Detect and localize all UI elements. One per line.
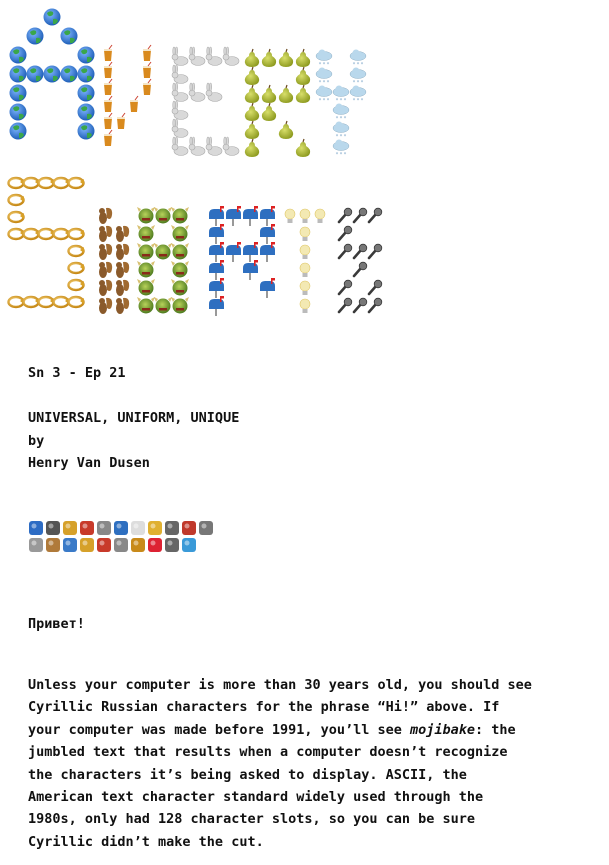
body-line: jumbled text that results when a computer doesn’t recognize bbox=[28, 744, 508, 761]
light-bulb-icon bbox=[300, 263, 310, 277]
svg-text:*: * bbox=[343, 116, 347, 122]
globe-icon bbox=[78, 47, 95, 64]
microphone-icon bbox=[354, 262, 367, 276]
chipmunk-icon bbox=[99, 244, 112, 260]
horn-icon bbox=[69, 280, 85, 290]
ogre-icon bbox=[154, 297, 172, 314]
flag-icon bbox=[148, 538, 162, 552]
mailbox-icon bbox=[260, 206, 275, 226]
svg-text:*: * bbox=[360, 80, 364, 86]
svg-text:*: * bbox=[339, 134, 343, 140]
svg-text:*: * bbox=[318, 80, 322, 86]
snow-cloud-icon bbox=[333, 86, 349, 105]
rabbit-icon bbox=[223, 137, 239, 156]
svg-text:*: * bbox=[318, 98, 322, 104]
ogre-icon bbox=[171, 225, 189, 242]
author-name: Henry Van Dusen bbox=[28, 455, 150, 471]
body-line: 1980s, only had 128 character slots, so you can be sure bbox=[28, 811, 476, 828]
horn-icon bbox=[9, 297, 25, 307]
horn-icon bbox=[9, 178, 25, 188]
ogre-icon bbox=[171, 261, 189, 278]
trolley-icon bbox=[97, 521, 111, 535]
drink-icon bbox=[104, 45, 112, 61]
svg-text:*: * bbox=[343, 98, 347, 104]
globe-icon bbox=[10, 85, 27, 102]
light-bulb-icon bbox=[300, 299, 310, 313]
horn-icon bbox=[24, 229, 40, 239]
rabbit-icon bbox=[189, 83, 205, 102]
body-line: Cyrillic didn’t make the cut. bbox=[28, 833, 264, 850]
globe-icon bbox=[44, 9, 61, 26]
svg-text:*: * bbox=[360, 62, 364, 68]
globe-icon bbox=[78, 85, 95, 102]
pear-icon bbox=[279, 85, 293, 103]
mailbox-icon bbox=[209, 206, 224, 226]
ogre-icon bbox=[137, 243, 155, 260]
light-bulb-icon bbox=[300, 281, 310, 295]
snow-cloud-icon bbox=[350, 68, 366, 87]
svg-text:*: * bbox=[339, 116, 343, 122]
svg-text:*: * bbox=[360, 98, 364, 104]
horn-icon bbox=[69, 229, 85, 239]
horn-icon bbox=[9, 212, 25, 222]
rabbit-icon bbox=[223, 47, 239, 66]
svg-text:*: * bbox=[326, 80, 330, 86]
light-bulb-icon bbox=[300, 227, 310, 241]
stopwatch-icon bbox=[199, 521, 213, 535]
pen-icon bbox=[29, 521, 43, 535]
chipmunk-icon bbox=[116, 298, 129, 314]
drink-icon bbox=[143, 79, 151, 95]
microphone-icon bbox=[354, 298, 367, 312]
horn-icon bbox=[69, 178, 85, 188]
car-icon bbox=[97, 538, 111, 552]
rabbit-icon bbox=[172, 137, 188, 156]
body-line: the characters it’s being asked to display. ASCII, the bbox=[28, 766, 467, 783]
clock-icon bbox=[165, 538, 179, 552]
drink-icon bbox=[104, 96, 112, 112]
body-line: Cyrillic Russian characters for the phrase “Hi!” above. If bbox=[28, 699, 500, 716]
globe-icon bbox=[10, 47, 27, 64]
chipmunk-icon bbox=[99, 262, 112, 278]
rabbit-icon bbox=[206, 83, 222, 102]
ogre-icon bbox=[171, 279, 189, 296]
drink-icon bbox=[117, 113, 125, 129]
snow-cloud-icon bbox=[350, 86, 366, 105]
mailbox-icon bbox=[243, 260, 258, 280]
rabbit-icon bbox=[206, 47, 222, 66]
ogre-icon bbox=[137, 261, 155, 278]
pear-icon bbox=[245, 67, 259, 85]
pear-icon bbox=[262, 85, 276, 103]
mailbox-icon bbox=[226, 242, 241, 262]
svg-text:*: * bbox=[326, 98, 330, 104]
globe-icon bbox=[44, 66, 61, 83]
drink-icon bbox=[104, 62, 112, 78]
gear-icon bbox=[114, 538, 128, 552]
pear-icon bbox=[245, 121, 259, 139]
mailbox-icon bbox=[260, 224, 275, 244]
microphone-icon bbox=[369, 298, 382, 312]
snow-cloud-icon bbox=[316, 68, 332, 87]
microphone-icon bbox=[354, 244, 367, 258]
microphone-icon bbox=[46, 521, 60, 535]
episode-label: Sn 3 - Ep 21 bbox=[28, 365, 126, 381]
horn-icon bbox=[69, 246, 85, 256]
light-bulb-icon bbox=[300, 209, 310, 223]
body-line-text: your computer was made before 1991, you’ll see bbox=[28, 721, 411, 738]
horn-icon bbox=[39, 229, 55, 239]
drink-icon bbox=[130, 96, 138, 112]
horn-icon bbox=[54, 178, 70, 188]
svg-text:*: * bbox=[352, 80, 356, 86]
light-bulb-icon bbox=[285, 209, 295, 223]
snow-cloud-icon bbox=[350, 50, 366, 69]
svg-text:*: * bbox=[356, 98, 360, 104]
svg-text:*: * bbox=[335, 116, 339, 122]
svg-text:*: * bbox=[335, 98, 339, 104]
mailbox-icon bbox=[209, 224, 224, 244]
article-header bbox=[28, 407, 598, 475]
svg-text:*: * bbox=[352, 98, 356, 104]
globe-icon bbox=[10, 104, 27, 121]
mailbox-icon bbox=[209, 242, 224, 262]
book-icon bbox=[80, 521, 94, 535]
rabbit-icon bbox=[189, 137, 205, 156]
chipmunk-icon bbox=[99, 280, 112, 296]
body-line bbox=[28, 719, 598, 741]
rabbit-icon bbox=[206, 137, 222, 156]
globe-icon bbox=[78, 123, 95, 140]
horn-icon bbox=[69, 263, 85, 273]
chipmunk-icon bbox=[99, 298, 112, 314]
mailbox-icon bbox=[226, 206, 241, 226]
horn-icon bbox=[24, 297, 40, 307]
emoji-strip bbox=[28, 518, 228, 556]
mailbox-icon bbox=[243, 242, 258, 262]
rabbit-icon bbox=[172, 83, 188, 102]
emoji-logo bbox=[0, 0, 609, 330]
ogre-icon bbox=[154, 207, 172, 224]
body-line-text: : the bbox=[475, 721, 516, 738]
ogre-icon bbox=[137, 225, 155, 242]
box-icon bbox=[46, 538, 60, 552]
pear-icon bbox=[262, 103, 276, 121]
pear-icon bbox=[245, 139, 259, 157]
mailbox-icon bbox=[209, 296, 224, 316]
ogre-icon bbox=[171, 243, 189, 260]
snow-cloud-icon bbox=[333, 104, 349, 123]
article-title: UNIVERSAL, UNIFORM, UNIQUE bbox=[28, 410, 240, 426]
emoji-logo-banner bbox=[0, 0, 609, 330]
clock-icon bbox=[165, 521, 179, 535]
heart-icon bbox=[131, 521, 145, 535]
map-icon bbox=[182, 538, 196, 552]
svg-text:*: * bbox=[326, 62, 330, 68]
chipmunk-icon bbox=[116, 226, 129, 242]
ogre-icon bbox=[137, 297, 155, 314]
horn-icon bbox=[39, 178, 55, 188]
horn-icon bbox=[39, 297, 55, 307]
microphone-icon bbox=[339, 280, 352, 294]
svg-text:*: * bbox=[335, 134, 339, 140]
mailbox-icon bbox=[260, 278, 275, 298]
rabbit-icon bbox=[172, 47, 188, 66]
crown-icon bbox=[148, 521, 162, 535]
mailbox-icon bbox=[209, 278, 224, 298]
svg-text:*: * bbox=[335, 152, 339, 158]
microphone-icon bbox=[339, 298, 352, 312]
svg-text:*: * bbox=[339, 152, 343, 158]
rabbit-icon bbox=[172, 101, 188, 120]
drink-icon bbox=[104, 113, 112, 129]
light-bulb-icon bbox=[300, 245, 310, 259]
rabbit-icon bbox=[172, 119, 188, 138]
svg-text:*: * bbox=[343, 134, 347, 140]
ogre-icon bbox=[154, 243, 172, 260]
logo-letters bbox=[9, 9, 382, 317]
globe-icon bbox=[27, 66, 44, 83]
chipmunk-icon bbox=[116, 280, 129, 296]
svg-text:*: * bbox=[322, 98, 326, 104]
microphone-icon bbox=[339, 226, 352, 240]
phone-icon bbox=[182, 521, 196, 535]
pear-icon bbox=[296, 49, 310, 67]
globe-icon bbox=[61, 66, 78, 83]
microphone-icon bbox=[339, 244, 352, 258]
pear-icon bbox=[245, 103, 259, 121]
mojibake-term: mojibake bbox=[410, 721, 476, 738]
pear-icon bbox=[296, 67, 310, 85]
body-paragraph bbox=[28, 674, 598, 853]
globe-icon bbox=[10, 123, 27, 140]
timer-icon bbox=[29, 538, 43, 552]
rabbit-icon bbox=[189, 47, 205, 66]
pear-icon bbox=[296, 85, 310, 103]
drink-icon bbox=[104, 79, 112, 95]
horn-icon bbox=[69, 297, 85, 307]
snow-cloud-icon bbox=[333, 140, 349, 159]
chipmunk-icon bbox=[116, 244, 129, 260]
pear-icon bbox=[279, 49, 293, 67]
svg-text:*: * bbox=[318, 62, 322, 68]
emoji-strip-icons bbox=[28, 518, 228, 556]
bell-icon bbox=[63, 521, 77, 535]
ogre-icon bbox=[171, 297, 189, 314]
globe-icon bbox=[10, 66, 27, 83]
svg-text:*: * bbox=[322, 62, 326, 68]
pear-icon bbox=[245, 49, 259, 67]
pear-icon bbox=[296, 139, 310, 157]
microphone-icon bbox=[369, 208, 382, 222]
mailbox-icon bbox=[260, 242, 275, 262]
svg-text:*: * bbox=[322, 80, 326, 86]
body-line: Unless your computer is more than 30 years old, you should see bbox=[28, 677, 532, 693]
globe-icon bbox=[27, 28, 44, 45]
horn-icon bbox=[24, 178, 40, 188]
pear-icon bbox=[279, 121, 293, 139]
light-bulb-icon bbox=[315, 209, 325, 223]
rabbit-icon bbox=[172, 65, 188, 84]
tractor-icon bbox=[131, 538, 145, 552]
pear-icon bbox=[245, 85, 259, 103]
chipmunk-icon bbox=[99, 208, 112, 224]
ogre-icon bbox=[137, 207, 155, 224]
svg-text:*: * bbox=[343, 152, 347, 158]
horn-icon bbox=[9, 229, 25, 239]
snow-cloud-icon bbox=[333, 122, 349, 141]
ogre-icon bbox=[171, 207, 189, 224]
svg-text:*: * bbox=[356, 62, 360, 68]
horn-icon bbox=[9, 195, 25, 205]
globe-icon bbox=[78, 104, 95, 121]
pear-icon bbox=[262, 49, 276, 67]
microphone-icon bbox=[339, 208, 352, 222]
horn-icon bbox=[54, 229, 70, 239]
mailbox-icon bbox=[209, 260, 224, 280]
byline-prefix: by bbox=[28, 432, 45, 449]
ogre-icon bbox=[137, 279, 155, 296]
globe-icon bbox=[78, 66, 95, 83]
snow-cloud-icon bbox=[316, 86, 332, 105]
microphone-icon bbox=[369, 280, 382, 294]
drink-icon bbox=[104, 130, 112, 146]
greeting-text: Привет! bbox=[28, 616, 85, 632]
chipmunk-icon bbox=[99, 226, 112, 242]
drink-icon bbox=[143, 45, 151, 61]
svg-text:*: * bbox=[352, 62, 356, 68]
mailbox-icon bbox=[114, 521, 128, 535]
chipmunk-icon bbox=[116, 262, 129, 278]
globe-icon bbox=[61, 28, 78, 45]
svg-text:*: * bbox=[356, 80, 360, 86]
microphone-icon bbox=[369, 244, 382, 258]
horn-icon bbox=[54, 297, 70, 307]
snow-cloud-icon bbox=[316, 50, 332, 69]
microphone-icon bbox=[354, 208, 367, 222]
map-icon bbox=[63, 538, 77, 552]
bell-icon bbox=[80, 538, 94, 552]
svg-text:*: * bbox=[339, 98, 343, 104]
drink-icon bbox=[143, 62, 151, 78]
body-line: American text character standard widely used through the bbox=[28, 789, 484, 806]
mailbox-icon bbox=[243, 206, 258, 226]
